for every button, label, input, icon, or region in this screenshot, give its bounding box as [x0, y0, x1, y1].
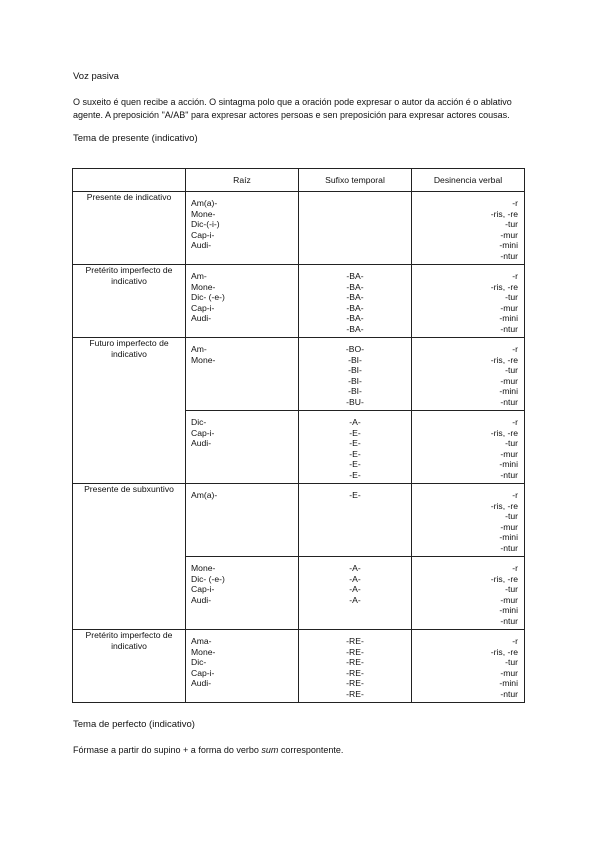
header-suffix: Sufixo temporal [299, 169, 412, 192]
root-form: Dic- (-e-) [191, 573, 225, 584]
root-form: Audi- [191, 438, 212, 448]
suffix-form: -BI- [348, 375, 362, 386]
ending-form: -tur [505, 511, 518, 521]
ending-form: -mur [500, 302, 518, 313]
ending-form: -ntur [500, 250, 518, 261]
ending-form: -ris, -re [490, 573, 518, 584]
ending-form: -tur [505, 438, 518, 448]
suffix-form: -A- [349, 573, 361, 584]
root-form: Mone- [191, 281, 216, 292]
ending-form: -mur [500, 521, 518, 532]
ending-form: -ntur [500, 469, 518, 480]
root-form: Mone- [191, 563, 216, 573]
suffix-form: -RE- [346, 636, 364, 646]
perfect-text-after: correspontente. [278, 745, 344, 755]
verb-sum: sum [261, 745, 279, 755]
suffix-cell [299, 484, 412, 557]
ending-form: -r [512, 636, 518, 646]
root-form: Am(a)- [191, 198, 218, 208]
ending-cell [412, 557, 525, 630]
table-row [73, 630, 525, 703]
root-form: Mone- [191, 208, 216, 219]
suffix-form: -BU- [346, 396, 364, 407]
perfect-theme-heading: Tema de perfecto (indicativo) [73, 719, 195, 730]
suffix-form: -BA- [346, 271, 364, 281]
tense-cell: Pretérito imperfecto de indicativo [73, 630, 186, 703]
root-form: Am- [191, 344, 207, 354]
perfect-paragraph [73, 744, 543, 757]
root-form: Dic- [191, 417, 207, 427]
root-form: Audi- [191, 240, 212, 250]
ending-cell [412, 411, 525, 484]
root-form: Dic- [191, 657, 207, 667]
root-form: Cap-i- [191, 584, 215, 594]
root-form: Dic- (-e-) [191, 292, 225, 302]
ending-form: -ntur [500, 688, 518, 699]
root-form: Cap-i- [191, 229, 215, 240]
suffix-cell [299, 192, 412, 265]
suffix-cell [299, 265, 412, 338]
ending-form: -mur [500, 448, 518, 459]
ending-form: -ntur [500, 615, 518, 626]
ending-form: -mini [499, 532, 518, 542]
ending-form: -ris, -re [490, 500, 518, 511]
root-cell [186, 411, 299, 484]
ending-form: -ntur [500, 396, 518, 407]
ending-form: -r [512, 417, 518, 427]
suffix-form: -RE- [346, 678, 364, 688]
ending-form: -ris, -re [490, 427, 518, 438]
suffix-form: -A- [349, 417, 361, 427]
ending-form: -tur [505, 292, 518, 302]
ending-form: -mini [499, 386, 518, 396]
tense-cell: Futuro imperfecto de indicativo [73, 338, 186, 484]
suffix-form: -BA- [346, 302, 364, 313]
present-theme-heading: Tema de presente (indicativo) [73, 133, 198, 144]
root-form: Mone- [191, 646, 216, 657]
root-form: Dic-(-i-) [191, 219, 220, 229]
suffix-form: -E- [349, 459, 361, 469]
ending-form: -r [512, 563, 518, 573]
table-row [73, 484, 525, 557]
ending-form: -r [512, 490, 518, 500]
suffix-form: -BI- [348, 386, 362, 396]
ending-cell [412, 630, 525, 703]
table-row [73, 265, 525, 338]
ending-form: -mini [499, 313, 518, 323]
ending-form: -ris, -re [490, 208, 518, 219]
ending-form: -mini [499, 240, 518, 250]
root-form: Cap-i- [191, 667, 215, 678]
header-tense [73, 169, 186, 192]
perfect-text-before: Fórmase a partir do supino + a forma do verbo [73, 745, 262, 755]
suffix-cell [299, 338, 412, 411]
suffix-form: -BA- [346, 323, 364, 334]
root-form: Cap-i- [191, 302, 215, 313]
table-row [73, 338, 525, 411]
ending-form: -ris, -re [490, 281, 518, 292]
tense-cell: Pretérito imperfecto de indicativo [73, 265, 186, 338]
table-header-row [73, 169, 525, 192]
ending-cell [412, 192, 525, 265]
suffix-form: -RE- [346, 688, 364, 699]
ending-form: -ris, -re [490, 646, 518, 657]
root-form: Am- [191, 271, 207, 281]
conjugation-table [72, 168, 525, 703]
suffix-form: -BO- [345, 344, 365, 354]
ending-form: -tur [505, 584, 518, 594]
suffix-form: -BA- [346, 313, 364, 323]
ending-cell [412, 265, 525, 338]
suffix-form: -BI- [348, 365, 362, 375]
suffix-form: -E- [349, 490, 361, 500]
suffix-cell [299, 630, 412, 703]
suffix-form: -BA- [346, 292, 364, 302]
suffix-form: -BI- [348, 354, 362, 365]
intro-paragraph: O suxeito é quen recibe a acción. O sintagma polo que a oración pode expresar o autor da acción é o ablativo agente. A preposición "A/AB" para expresar actores persoas e sen preposición para expresar actores cousas. [73, 97, 512, 120]
page-title: Voz pasiva [73, 71, 119, 82]
ending-form: -mini [499, 678, 518, 688]
suffix-form: -A- [349, 563, 361, 573]
suffix-form: -RE- [346, 667, 364, 678]
root-form: Audi- [191, 594, 212, 605]
tense-cell: Presente de indicativo [73, 192, 186, 265]
suffix-form: -RE- [346, 646, 364, 657]
suffix-cell [299, 411, 412, 484]
tense-cell: Presente de subxuntivo [73, 484, 186, 630]
ending-form: -tur [505, 657, 518, 667]
ending-form: -r [512, 198, 518, 208]
ending-form: -mini [499, 605, 518, 615]
root-cell [186, 630, 299, 703]
ending-form: -ntur [500, 542, 518, 553]
ending-form: -tur [505, 219, 518, 229]
root-cell [186, 338, 299, 411]
ending-form: -mur [500, 667, 518, 678]
root-cell [186, 265, 299, 338]
suffix-form: -A- [349, 594, 361, 605]
suffix-cell [299, 557, 412, 630]
root-form: Am(a)- [191, 490, 218, 500]
suffix-form: -E- [349, 438, 361, 448]
ending-form: -r [512, 271, 518, 281]
header-ending: Desinencia verbal [412, 169, 525, 192]
table-row [73, 192, 525, 265]
ending-cell [412, 484, 525, 557]
ending-form: -mur [500, 375, 518, 386]
ending-cell [412, 338, 525, 411]
root-form: Mone- [191, 354, 216, 365]
suffix-form: -A- [349, 584, 361, 594]
root-cell [186, 557, 299, 630]
root-form: Audi- [191, 313, 212, 323]
ending-form: -r [512, 344, 518, 354]
ending-form: -ntur [500, 323, 518, 334]
root-form: Ama- [191, 636, 212, 646]
header-root: Raíz [186, 169, 299, 192]
suffix-form: -E- [349, 427, 361, 438]
suffix-form: -BA- [346, 281, 364, 292]
suffix-form: -E- [349, 469, 361, 480]
ending-form: -ris, -re [490, 354, 518, 365]
root-form: Audi- [191, 678, 212, 688]
ending-form: -mini [499, 459, 518, 469]
ending-form: -tur [505, 365, 518, 375]
root-cell [186, 484, 299, 557]
ending-form: -mur [500, 594, 518, 605]
suffix-form: -E- [349, 448, 361, 459]
ending-form: -mur [500, 229, 518, 240]
suffix-form: -RE- [346, 657, 364, 667]
root-cell [186, 192, 299, 265]
root-form: Cap-i- [191, 427, 215, 438]
